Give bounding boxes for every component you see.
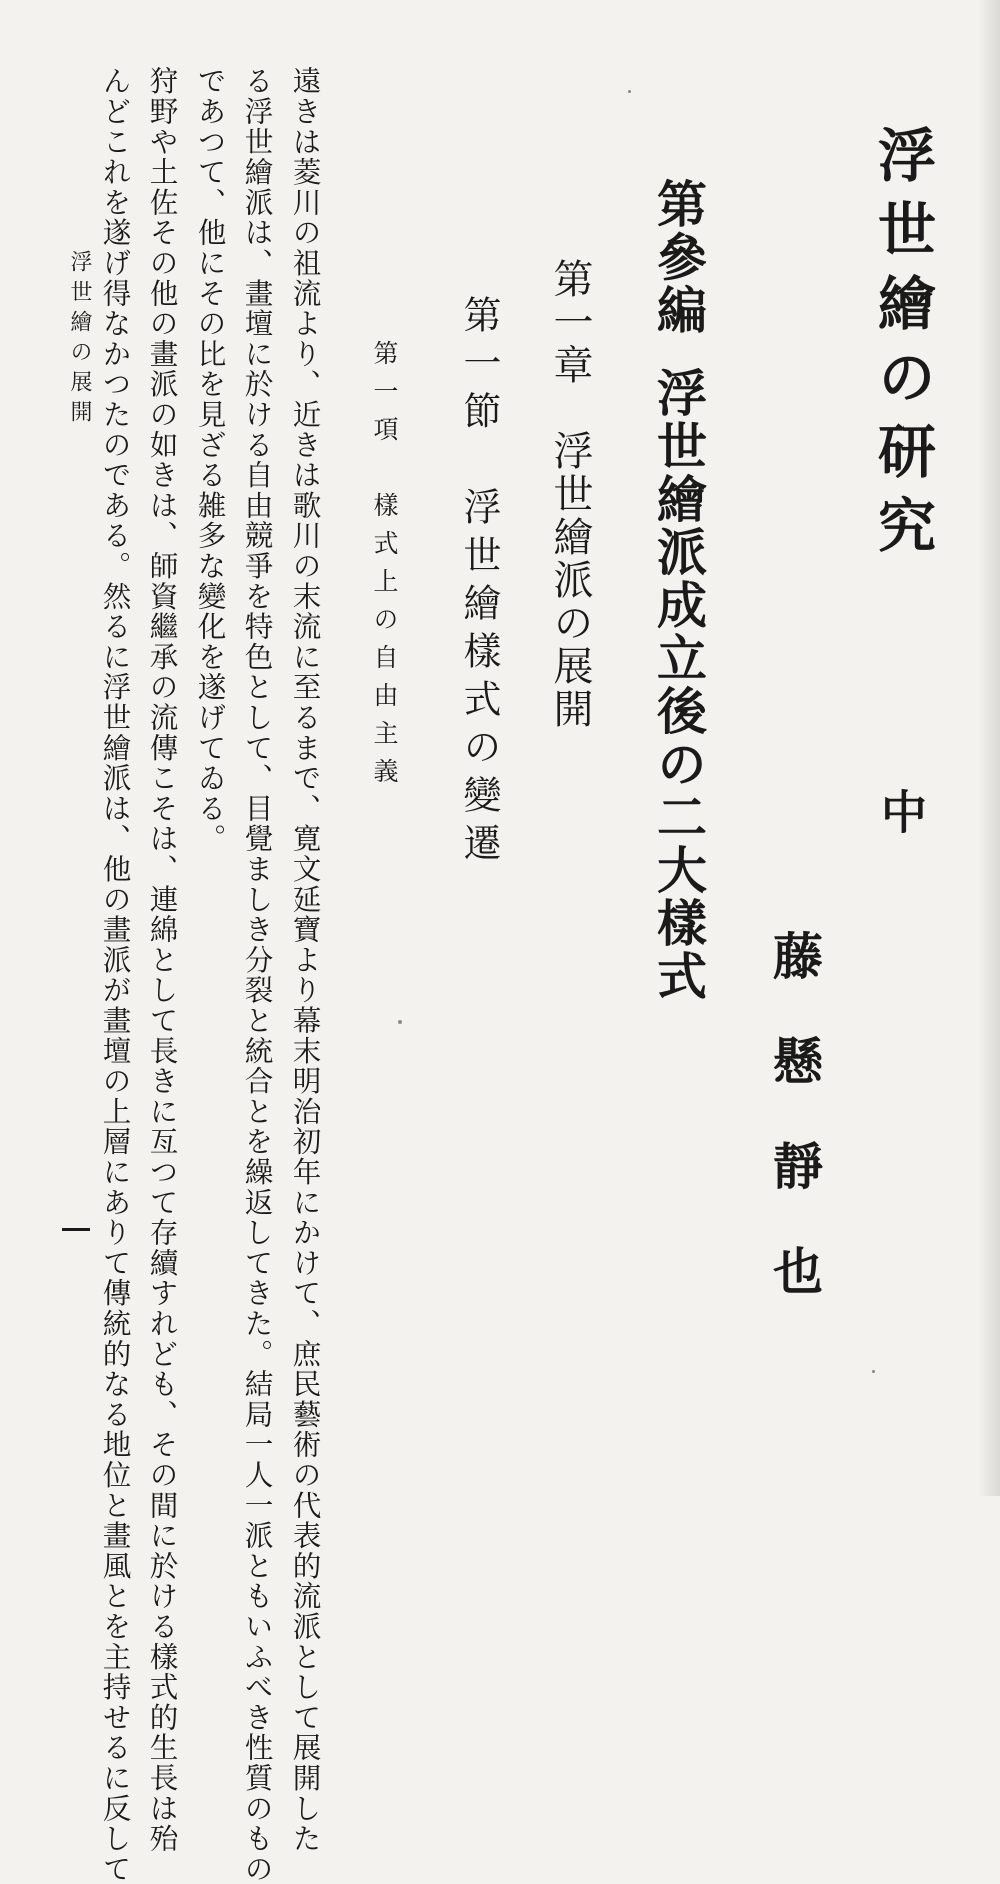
ink-speck [628, 90, 631, 93]
body-text-column: であつて、他にその比を見ざる雑多な變化を遂げてゐる。 [193, 66, 228, 854]
body-text-column: んどこれを遂げ得なかつたのである。然るに浮世繪派は、他の畫派が畫壇の上層にありて傳統的なる地位と畫風とを主持せるに反して [98, 66, 133, 1884]
volume-mark: 中 [874, 788, 928, 834]
item-heading: 第一項 樣式上の自由主義 [370, 340, 399, 796]
section-heading: 第一節 浮世繪樣式の變遷 [457, 295, 501, 871]
body-text-column: 遠きは菱川の祖流より、近きは歌川の末流に至るまで、寛文延寶より幕末明治初年にかけて、庶民藝術の代表的流派として展開した [288, 66, 323, 1854]
author-name: 藤懸靜也 [765, 930, 824, 1350]
chapter-heading: 第一章 浮世繪派の展開 [547, 258, 593, 731]
running-head: 浮世繪の展開 [67, 250, 92, 430]
body-text-column: 狩野や土佐その他の畫派の如きは、師資繼承の流傳こそは、連綿として長きに亙つて存續すれども、その間に於ける樣式的生長は殆 [145, 66, 180, 1854]
book-title: 浮世繪の研究 [868, 125, 936, 569]
part-title: 浮世繪派成立後の二大樣式 [649, 367, 708, 1003]
part-heading [642, 178, 714, 1003]
part-number: 第參編 [649, 178, 708, 337]
ink-speck [872, 1370, 875, 1373]
page-edge-shadow [978, 0, 1000, 1496]
body-text-column: る浮世繪派は、畫壇に於ける自由競爭を特色として、目覺ましき分裂と統合とを繰返してきた。結局一人一派ともいふべき性質のもの [240, 66, 275, 1884]
page-number [62, 1228, 90, 1231]
ink-speck [398, 1020, 402, 1024]
